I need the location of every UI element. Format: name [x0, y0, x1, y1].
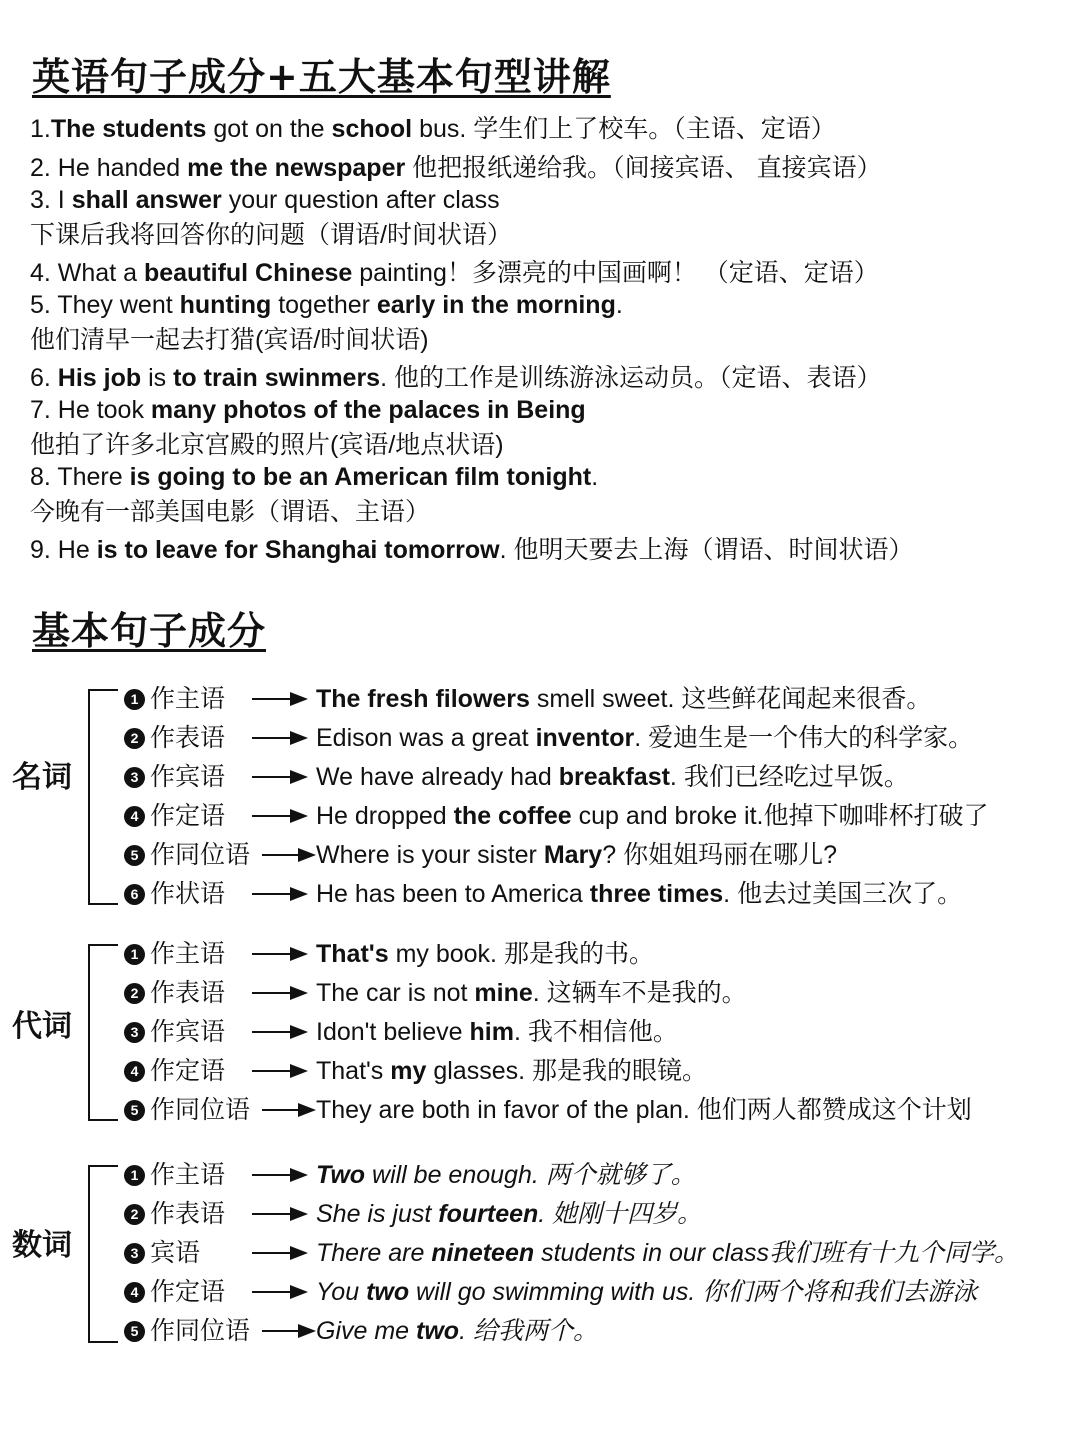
emphasized-text: him: [469, 1018, 514, 1046]
role-label: 作表语: [150, 979, 226, 1007]
text-segment: 1.: [30, 115, 51, 143]
emphasized-text: to train swinmers: [173, 364, 381, 392]
sentence-line: [30, 112, 836, 146]
circled-number-icon: 3: [124, 1243, 145, 1264]
circled-number-icon: 1: [124, 1165, 145, 1186]
circled-number-icon: 6: [124, 884, 145, 905]
section1-title: 英语句子成分+五大基本句型讲解: [32, 55, 611, 99]
text-segment: will go swimming with us. 你们两个将和我们去游泳: [409, 1278, 978, 1306]
text-segment: They are both in favor of the plan. 他们两人都赞成这个计划: [316, 1096, 972, 1124]
text-segment: . 爱迪生是一个伟大的科学家。: [634, 724, 974, 752]
emphasized-text: school: [331, 115, 413, 143]
text-segment: students in our class我们班有十九个同学。: [534, 1239, 1019, 1267]
text-segment: 8. There: [30, 463, 130, 491]
arrow-right-icon: [262, 1103, 316, 1117]
example-sentence: [316, 1312, 598, 1351]
example-sentence: [316, 1091, 972, 1130]
text-segment: 他把报纸递给我。（间接宾语、 直接宾语）: [405, 154, 882, 182]
sentence-line: [30, 361, 882, 395]
text-segment: Where is your sister: [316, 841, 544, 869]
example-sentence: [316, 1156, 696, 1195]
text-segment: . 我不相信他。: [513, 1018, 678, 1046]
emphasized-text: breakfast: [558, 763, 670, 791]
sentence-line: [30, 288, 623, 322]
emphasized-text: inventor: [535, 724, 635, 752]
text-segment: . 他明天要去上海（谓语、时间状语）: [499, 536, 914, 564]
example-sentence: [316, 1052, 707, 1091]
emphasized-text: is going to be an American film tonight: [129, 463, 592, 491]
emphasized-text: three times: [589, 880, 724, 908]
role-label: 作表语: [150, 724, 226, 752]
arrow-right-icon: [252, 1064, 308, 1078]
circled-number-icon: 5: [124, 1100, 145, 1121]
emphasized-text: me the newspaper: [187, 154, 406, 182]
element-row: [0, 1312, 1080, 1351]
text-segment: smell sweet. 这些鲜花闻起来很香。: [529, 685, 932, 713]
text-segment: my book. 那是我的书。: [388, 940, 654, 968]
text-segment: 5. They went: [30, 291, 180, 319]
sentence-line: [30, 460, 598, 494]
role-label: 作定语: [150, 802, 226, 830]
example-sentence: [316, 836, 837, 875]
text-segment: will be enough. 两个就够了。: [365, 1161, 696, 1189]
role-label: 作主语: [150, 1161, 226, 1189]
sentence-line: [30, 218, 512, 252]
arrow-right-icon: [262, 848, 316, 862]
sentence-line: [30, 151, 882, 185]
text-segment: got on the: [206, 115, 332, 143]
emphasized-text: many photos of the palaces in Being: [150, 396, 586, 424]
text-segment: painting！多漂亮的中国画啊！ （定语、定语）: [352, 259, 879, 287]
arrow-right-icon: [252, 692, 308, 706]
role-label: 作主语: [150, 940, 226, 968]
role-label: 作同位语: [150, 841, 251, 869]
text-segment: . 他的工作是训练游泳运动员。（定语、表语）: [380, 364, 882, 392]
emphasized-text: fourteen: [438, 1200, 539, 1228]
emphasized-text: my: [390, 1057, 427, 1085]
text-segment: 他们清早一起去打猎(宾语/时间状语): [30, 326, 429, 354]
circled-number-icon: 4: [124, 1061, 145, 1082]
emphasized-text: Two: [316, 1161, 366, 1189]
text-segment: She is just: [316, 1200, 439, 1228]
arrow-right-icon: [252, 887, 308, 901]
circled-number-icon: 2: [124, 983, 145, 1004]
emphasized-text: That's: [316, 940, 389, 968]
role-label: 作主语: [150, 685, 226, 713]
sentence-line: [30, 495, 430, 529]
example-sentence: [316, 875, 962, 914]
emphasized-text: shall answer: [71, 186, 222, 214]
arrow-right-icon: [252, 1207, 308, 1221]
element-row: [0, 680, 1080, 719]
text-segment: . 他去过美国三次了。: [723, 880, 963, 908]
text-segment: bus. 学生们上了校车。（主语、定语）: [412, 115, 836, 143]
text-segment: is: [141, 364, 174, 392]
circled-number-icon: 1: [124, 944, 145, 965]
text-segment: ? 你姐姐玛丽在哪儿?: [602, 841, 837, 869]
arrow-right-icon: [252, 986, 308, 1000]
element-row: [0, 1156, 1080, 1195]
arrow-right-icon: [252, 809, 308, 823]
text-segment: He has been to America: [316, 880, 590, 908]
text-segment: . 给我两个。: [459, 1317, 598, 1345]
group-1: [0, 935, 1080, 1140]
text-segment: We have already had: [316, 763, 559, 791]
group-2: [0, 1156, 1080, 1361]
text-segment: 9. He: [30, 536, 97, 564]
sentence-line: [30, 428, 504, 462]
element-row: [0, 1052, 1080, 1091]
circled-number-icon: 5: [124, 1321, 145, 1342]
text-segment: 6.: [30, 364, 58, 392]
element-row: [0, 836, 1080, 875]
sentence-line: [30, 393, 586, 427]
role-label: 作定语: [150, 1057, 226, 1085]
emphasized-text: nineteen: [431, 1239, 535, 1267]
text-segment: That's: [316, 1057, 391, 1085]
element-row: [0, 935, 1080, 974]
example-sentence: [316, 719, 973, 758]
element-row: [0, 1234, 1080, 1273]
text-segment: 4. What a: [30, 259, 144, 287]
circled-number-icon: 5: [124, 845, 145, 866]
arrow-right-icon: [252, 1168, 308, 1182]
arrow-right-icon: [252, 947, 308, 961]
circled-number-icon: 3: [124, 767, 145, 788]
text-segment: 3. I: [30, 186, 72, 214]
text-segment: 他拍了许多北京宫殿的照片(宾语/地点状语): [30, 431, 504, 459]
text-segment: glasses. 那是我的眼镜。: [426, 1057, 707, 1085]
role-label: 作宾语: [150, 763, 226, 791]
emphasized-text: two: [416, 1317, 460, 1345]
arrow-right-icon: [252, 1025, 308, 1039]
text-segment: You: [316, 1278, 367, 1306]
element-row: [0, 974, 1080, 1013]
circled-number-icon: 2: [124, 1204, 145, 1225]
text-segment: 今晚有一部美国电影（谓语、主语）: [30, 498, 431, 526]
emphasized-text: two: [366, 1278, 410, 1306]
sentence-line: [30, 183, 500, 217]
emphasized-text: Mary: [543, 841, 603, 869]
circled-number-icon: 4: [124, 806, 145, 827]
role-label: 作同位语: [150, 1096, 251, 1124]
role-label: 作表语: [150, 1200, 226, 1228]
example-sentence: [316, 797, 989, 836]
text-segment: Give me: [316, 1317, 417, 1345]
example-sentence: [316, 758, 909, 797]
role-label: 作定语: [150, 1278, 226, 1306]
circled-number-icon: 4: [124, 1282, 145, 1303]
group-label: 代词: [12, 1009, 72, 1044]
sentence-line: [30, 533, 913, 567]
element-row: [0, 875, 1080, 914]
role-label: 作状语: [150, 880, 226, 908]
text-segment: together: [271, 291, 377, 319]
arrow-right-icon: [252, 731, 308, 745]
text-segment: . 她刚十四岁。: [538, 1200, 703, 1228]
circled-number-icon: 2: [124, 728, 145, 749]
element-row: [0, 1091, 1080, 1130]
element-row: [0, 1273, 1080, 1312]
sentence-line: [30, 323, 429, 357]
text-segment: your question after class: [221, 186, 500, 214]
emphasized-text: mine: [474, 979, 533, 1007]
arrow-right-icon: [262, 1324, 316, 1338]
arrow-right-icon: [252, 770, 308, 784]
text-segment: The car is not: [316, 979, 475, 1007]
emphasized-text: The students: [50, 115, 207, 143]
example-sentence: [316, 1195, 702, 1234]
text-segment: .: [615, 291, 623, 319]
emphasized-text: beautiful Chinese: [143, 259, 353, 287]
group-0: [0, 680, 1080, 924]
role-label: 作同位语: [150, 1317, 251, 1345]
group-label: 名词: [12, 760, 72, 795]
emphasized-text: early in the morning: [376, 291, 616, 319]
role-label: 宾语: [150, 1239, 201, 1267]
example-sentence: [316, 974, 747, 1013]
section2-title: 基本句子成分: [32, 609, 267, 653]
example-sentence: [316, 1273, 977, 1312]
sentence-line: [30, 256, 879, 290]
text-segment: 2. He handed: [30, 154, 188, 182]
element-row: [0, 758, 1080, 797]
text-segment: cup and broke it.他掉下咖啡杯打破了: [571, 802, 989, 830]
arrow-right-icon: [252, 1285, 308, 1299]
example-sentence: [316, 1013, 678, 1052]
example-sentence: [316, 1234, 1019, 1273]
emphasized-text: the coffee: [453, 802, 572, 830]
text-segment: . 我们已经吃过早饭。: [669, 763, 909, 791]
text-segment: 下课后我将回答你的问题（谓语/时间状语）: [30, 221, 512, 249]
role-label: 作宾语: [150, 1018, 226, 1046]
text-segment: He dropped: [316, 802, 454, 830]
text-segment: There are: [316, 1239, 432, 1267]
text-segment: Idon't believe: [316, 1018, 470, 1046]
emphasized-text: is to leave for Shanghai tomorrow: [96, 536, 500, 564]
emphasized-text: His job: [57, 364, 142, 392]
text-segment: 7. He took: [30, 396, 151, 424]
text-segment: . 这辆车不是我的。: [532, 979, 747, 1007]
element-row: [0, 797, 1080, 836]
emphasized-text: The fresh filowers: [316, 685, 530, 713]
text-segment: .: [591, 463, 599, 491]
text-segment: Edison was a great: [316, 724, 536, 752]
element-row: [0, 1195, 1080, 1234]
emphasized-text: hunting: [179, 291, 272, 319]
example-sentence: [316, 935, 654, 974]
element-row: [0, 719, 1080, 758]
element-row: [0, 1013, 1080, 1052]
circled-number-icon: 3: [124, 1022, 145, 1043]
circled-number-icon: 1: [124, 689, 145, 710]
example-sentence: [316, 680, 931, 719]
arrow-right-icon: [252, 1246, 308, 1260]
group-label: 数词: [12, 1228, 72, 1263]
